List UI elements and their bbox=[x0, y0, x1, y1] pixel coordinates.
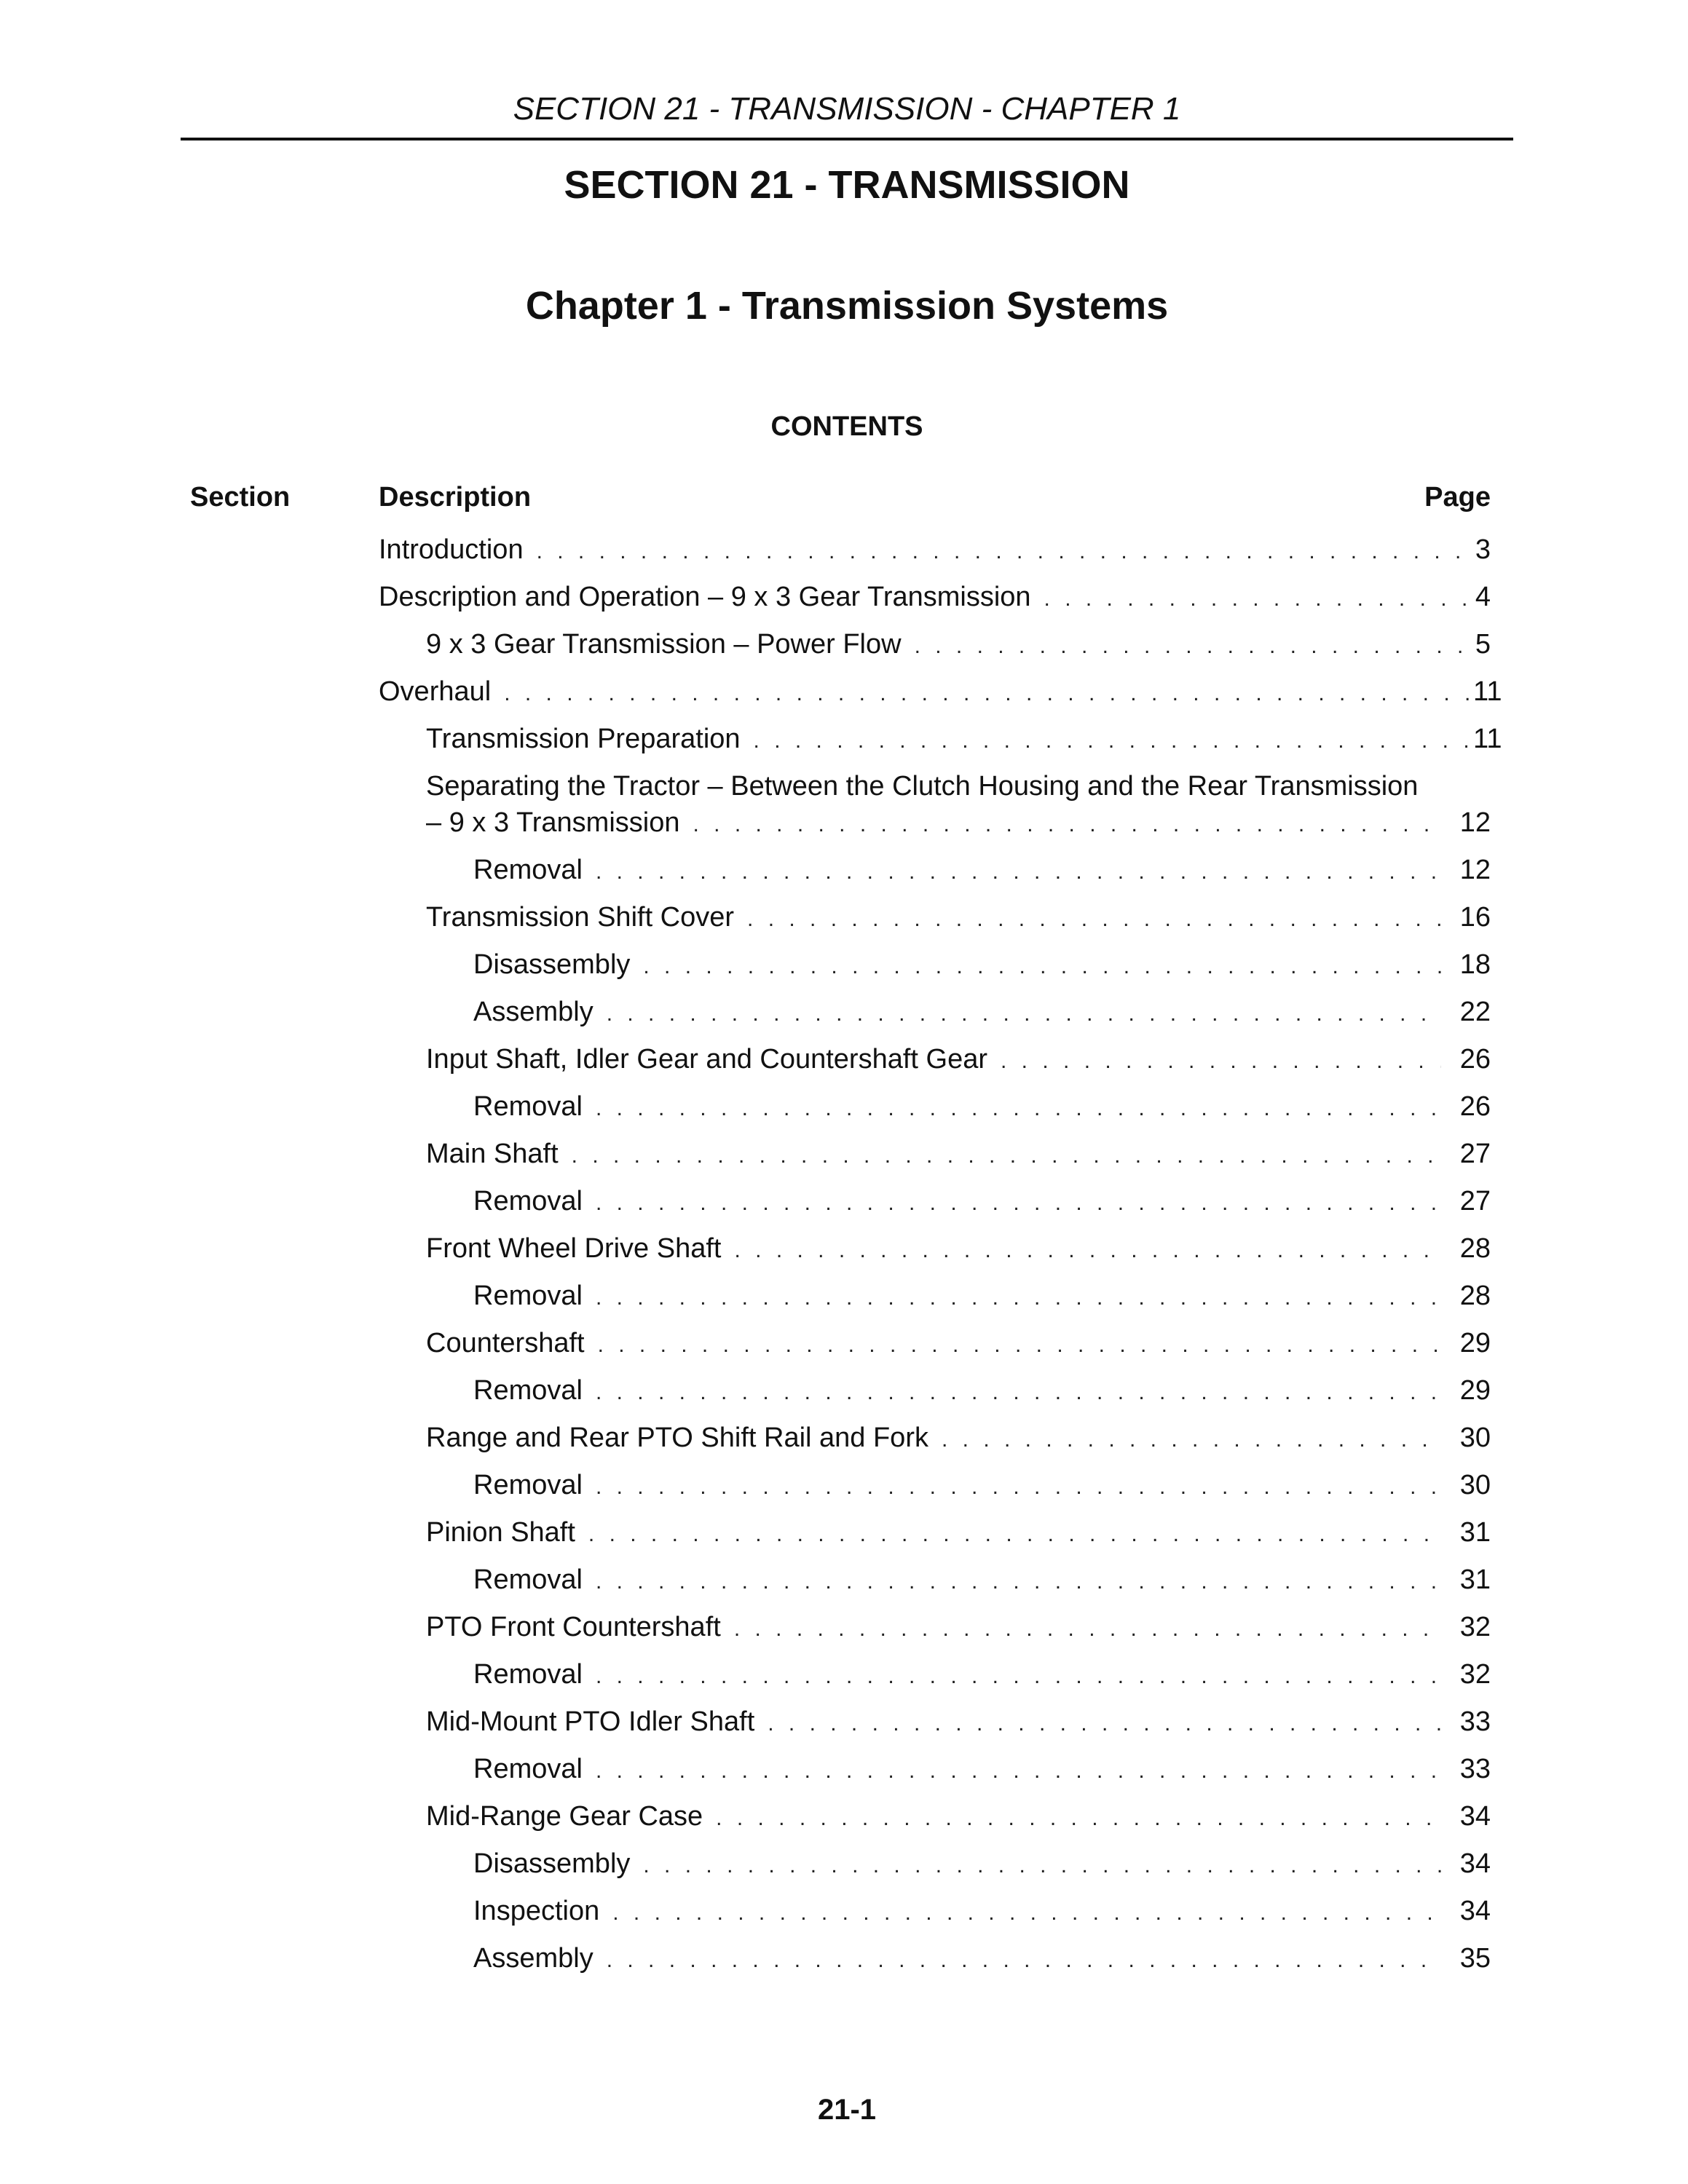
dot-leader bbox=[596, 1754, 1441, 1788]
toc-entry-title: PTO Front Countershaft bbox=[426, 1612, 721, 1642]
toc-entry-page: 18 bbox=[1459, 949, 1491, 980]
dot-leader bbox=[596, 1565, 1441, 1599]
toc-entry[interactable] bbox=[379, 1184, 1491, 1218]
dot-leader bbox=[643, 1849, 1441, 1883]
toc-entry-title: Transmission Preparation bbox=[426, 724, 741, 754]
dot-leader bbox=[747, 903, 1441, 936]
toc-entry-page: 32 bbox=[1459, 1612, 1491, 1642]
toc-entry-title: Assembly bbox=[473, 1943, 593, 1974]
toc-entry-page: 11 bbox=[1473, 724, 1502, 754]
toc-entry-title: Removal bbox=[473, 1754, 583, 1784]
toc-entry-title: Disassembly bbox=[473, 1848, 631, 1879]
dot-leader bbox=[693, 808, 1441, 842]
chapter-title: Chapter 1 - Transmission Systems bbox=[525, 284, 1169, 328]
toc-entry-title-continuation: – 9 x 3 Transmission bbox=[426, 807, 680, 838]
toc-entry[interactable] bbox=[379, 1042, 1491, 1076]
toc-entry-page: 32 bbox=[1459, 1659, 1491, 1690]
toc-entry[interactable] bbox=[379, 1326, 1491, 1360]
toc-entry[interactable] bbox=[379, 1942, 1491, 1975]
header-rule bbox=[181, 138, 1513, 141]
toc-entry[interactable] bbox=[379, 1232, 1491, 1265]
dot-leader bbox=[942, 1423, 1441, 1457]
toc-entry-page: 30 bbox=[1459, 1470, 1491, 1500]
toc-entry-page: 33 bbox=[1459, 1706, 1491, 1737]
toc-entry[interactable] bbox=[379, 1137, 1491, 1171]
toc-entry[interactable] bbox=[379, 628, 1491, 661]
toc-entry[interactable] bbox=[379, 948, 1491, 981]
toc-entry-page: 5 bbox=[1475, 629, 1491, 660]
page-number: 21-1 bbox=[817, 2094, 877, 2126]
dot-leader bbox=[754, 724, 1469, 758]
toc-entry-page: 27 bbox=[1459, 1186, 1491, 1216]
toc-entry-title: Countershaft bbox=[426, 1328, 585, 1358]
toc-entry[interactable] bbox=[379, 675, 1502, 708]
dot-leader bbox=[596, 1660, 1441, 1693]
toc-entry-title: Separating the Tractor – Between the Clutch Housing and the Rear Transmission bbox=[426, 771, 1419, 802]
column-header-page: Page bbox=[1424, 482, 1491, 513]
dot-leader bbox=[734, 1613, 1441, 1646]
dot-leader bbox=[1001, 1045, 1441, 1078]
toc-entry-title: Introduction bbox=[379, 534, 524, 565]
dot-leader bbox=[596, 1187, 1441, 1220]
toc-entry-page: 34 bbox=[1459, 1896, 1491, 1926]
toc-entry-title: Removal bbox=[473, 1375, 583, 1406]
toc-entry-page: 31 bbox=[1459, 1564, 1491, 1595]
dot-leader bbox=[596, 1092, 1441, 1125]
toc-entry-page: 34 bbox=[1459, 1801, 1491, 1832]
toc-entry-page: 12 bbox=[1459, 807, 1491, 838]
dot-leader bbox=[596, 855, 1441, 889]
dot-leader bbox=[588, 1518, 1441, 1551]
toc-entry-title: Assembly bbox=[473, 997, 593, 1027]
toc-entry[interactable] bbox=[379, 995, 1491, 1029]
column-header-section: Section bbox=[190, 482, 291, 513]
toc-entry-page: 28 bbox=[1459, 1233, 1491, 1264]
toc-entry-title: Removal bbox=[473, 1470, 583, 1500]
toc-entry-title: Removal bbox=[473, 1281, 583, 1311]
dot-leader bbox=[596, 1281, 1441, 1315]
toc-entry-page: 3 bbox=[1475, 534, 1491, 565]
toc-entry[interactable] bbox=[379, 1658, 1491, 1691]
toc-entry-title: Removal bbox=[473, 855, 583, 885]
toc-entry[interactable] bbox=[379, 1421, 1491, 1455]
toc-entry-page: 26 bbox=[1459, 1044, 1491, 1075]
toc-entry-title: Pinion Shaft bbox=[426, 1517, 575, 1548]
toc-entry[interactable] bbox=[379, 1563, 1491, 1597]
toc-entry[interactable] bbox=[379, 1468, 1491, 1502]
toc-entry-page: 11 bbox=[1473, 676, 1502, 707]
toc-entry-page: 30 bbox=[1459, 1423, 1491, 1453]
toc-entry-title: Removal bbox=[473, 1564, 583, 1595]
toc-entry[interactable] bbox=[379, 1610, 1491, 1644]
toc-entry[interactable] bbox=[379, 1752, 1491, 1786]
toc-entry-title: Input Shaft, Idler Gear and Countershaft Gear bbox=[426, 1044, 988, 1075]
running-header: SECTION 21 - TRANSMISSION - CHAPTER 1 bbox=[513, 91, 1181, 127]
toc-entry-continuation-line bbox=[379, 806, 1491, 839]
toc-entry-title: Disassembly bbox=[473, 949, 631, 980]
dot-leader bbox=[596, 1471, 1441, 1504]
contents-heading: CONTENTS bbox=[770, 411, 923, 442]
toc-entry-title: Main Shaft bbox=[426, 1139, 559, 1169]
toc-entry-page: 22 bbox=[1459, 997, 1491, 1027]
dot-leader bbox=[572, 1139, 1441, 1173]
toc-entry-title: Description and Operation – 9 x 3 Gear Transmission bbox=[379, 582, 1031, 612]
toc-entry-page: 12 bbox=[1459, 855, 1491, 885]
dot-leader bbox=[607, 997, 1441, 1031]
dot-leader bbox=[537, 535, 1469, 569]
toc-entry[interactable] bbox=[379, 769, 1491, 839]
toc-entry-title: Removal bbox=[473, 1091, 583, 1122]
toc-entry-page: 29 bbox=[1459, 1375, 1491, 1406]
toc-entry-title: Mid-Mount PTO Idler Shaft bbox=[426, 1706, 755, 1737]
toc-entry-title: Transmission Shift Cover bbox=[426, 902, 735, 933]
dot-leader bbox=[1044, 582, 1469, 616]
toc-entry[interactable] bbox=[379, 1705, 1491, 1738]
toc-entry-page: 28 bbox=[1459, 1281, 1491, 1311]
toc-entry-title: Range and Rear PTO Shift Rail and Fork bbox=[426, 1423, 928, 1453]
toc-entry-page: 4 bbox=[1475, 582, 1491, 612]
toc-entry[interactable] bbox=[379, 1374, 1491, 1407]
column-header-description: Description bbox=[379, 482, 532, 513]
toc-entry-page: 27 bbox=[1459, 1139, 1491, 1169]
dot-leader bbox=[612, 1896, 1441, 1930]
dot-leader bbox=[598, 1329, 1441, 1362]
toc-entry-title: 9 x 3 Gear Transmission – Power Flow bbox=[426, 629, 902, 660]
toc-entry-page: 33 bbox=[1459, 1754, 1491, 1784]
dot-leader bbox=[716, 1802, 1441, 1835]
toc-entry[interactable] bbox=[379, 722, 1502, 756]
toc-entry-title: Front Wheel Drive Shaft bbox=[426, 1233, 722, 1264]
toc-entry-title: Removal bbox=[473, 1659, 583, 1690]
toc-entry[interactable] bbox=[379, 580, 1491, 614]
dot-leader bbox=[734, 1234, 1441, 1267]
toc-entry-title: Inspection bbox=[473, 1896, 600, 1926]
dot-leader bbox=[607, 1944, 1441, 1977]
toc-entry[interactable] bbox=[379, 1894, 1491, 1928]
toc-entry[interactable] bbox=[379, 901, 1491, 934]
toc-entry[interactable] bbox=[379, 1516, 1491, 1549]
toc-entry[interactable] bbox=[379, 533, 1491, 566]
dot-leader bbox=[596, 1376, 1441, 1409]
toc-entry-page: 29 bbox=[1459, 1328, 1491, 1358]
toc-entry[interactable] bbox=[379, 1800, 1491, 1833]
toc-entry-page: 31 bbox=[1459, 1517, 1491, 1548]
table-of-contents bbox=[379, 533, 1502, 1989]
toc-entry-title: Removal bbox=[473, 1186, 583, 1216]
toc-entry[interactable] bbox=[379, 853, 1491, 887]
toc-entry-page: 34 bbox=[1459, 1848, 1491, 1879]
toc-entry-page: 16 bbox=[1459, 902, 1491, 933]
toc-entry-title: Mid-Range Gear Case bbox=[426, 1801, 703, 1832]
toc-entry[interactable] bbox=[379, 1279, 1491, 1313]
section-title: SECTION 21 - TRANSMISSION bbox=[564, 163, 1130, 207]
dot-leader bbox=[504, 677, 1469, 711]
toc-entry-title: Overhaul bbox=[379, 676, 492, 707]
dot-leader bbox=[768, 1707, 1441, 1741]
dot-leader bbox=[643, 950, 1441, 984]
toc-entry[interactable] bbox=[379, 1090, 1491, 1123]
toc-entry-page: 35 bbox=[1459, 1943, 1491, 1974]
toc-entry[interactable] bbox=[379, 1847, 1491, 1880]
dot-leader bbox=[915, 630, 1469, 663]
toc-entry-page: 26 bbox=[1459, 1091, 1491, 1122]
